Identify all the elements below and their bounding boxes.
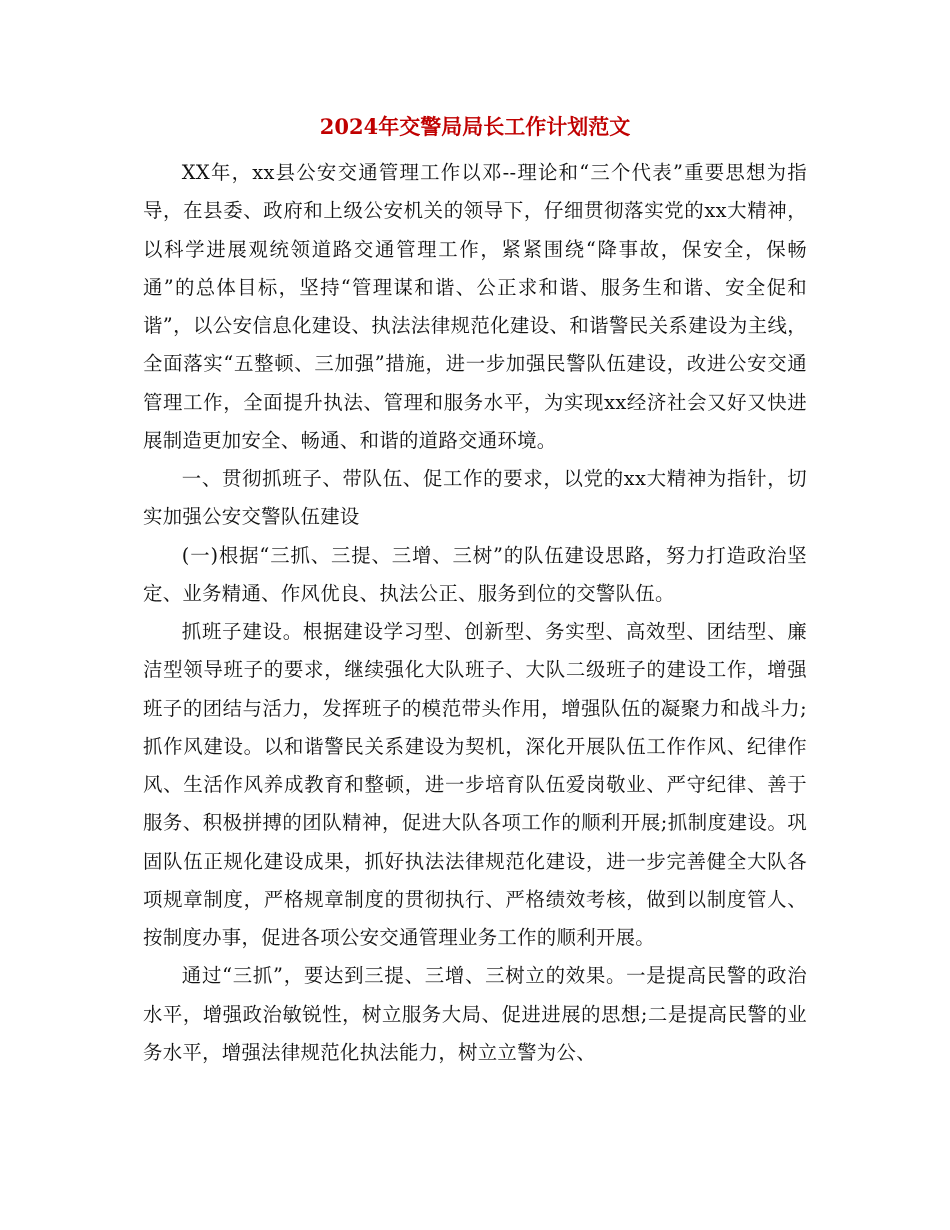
paragraph-team-building: 抓班子建设。根据建设学习型、创新型、务实型、高效型、团结型、廉洁型领导班子的要求，继续强化大队班子、大队二级班子的建设工作，增强班子的团结与活力，发挥班子的模范带头作用，增强队伍的凝聚力和战斗力;抓作风建设。以和谐警民关系建设为契机，深化开展队伍工作作风、纪律作风、生活作风养成教育和整顿，进一步培育队伍爱岗敬业、严守纪律、善于服务、积极拼搏的团队精神，促进大队各项工作的顺利开展;抓制度建设。巩固队伍正规化建设成果，抓好执法法律规范化建设，进一步完善健全大队各项规章制度，严格规章制度的贯彻执行、严格绩效考核，做到以制度管人、按制度办事，促进各项公安交通管理业务工作的顺利开展。 <box>143 620 807 949</box>
paragraph-three-grasps: 通过“三抓”，要达到三提、三增、三树立的效果。一是提高民警的政治水平，增强政治敏锐性，树立服务大局、促进进展的思想;二是提高民警的业务水平，增强法律规范化执法能力，树立立警为公、 <box>143 964 807 1064</box>
paragraph-intro: XX年，xx县公安交通管理工作以邓--理论和“三个代表”重要思想为指导，在县委、政府和上级公安机关的领导下，仔细贯彻落实党的xx大精神，以科学进展观统领道路交通管理工作，紧紧围绕“降事故，保安全，保畅通”的总体目标，坚持“管理谋和谐、公正求和谐、服务生和谐、安全促和谐”，以公安信息化建设、执法法律规范化建设、和谐警民关系建设为主线，全面落实“五整顿、三加强”措施，进一步加强民警队伍建设，改进公安交通管理工作，全面提升执法、管理和服务水平，为实现xx经济社会又好又快进展制造更加安全、畅通、和谐的道路交通环境。 <box>143 161 807 452</box>
document-body <box>143 154 807 1072</box>
paragraph-subsection-1: (一)根据“三抓、三提、三增、三树”的队伍建设思路，努力打造政治坚定、业务精通、作风优良、执法公正、服务到位的交警队伍。 <box>143 543 807 605</box>
document-title: 2024年交警局局长工作计划范文 <box>319 114 631 139</box>
paragraph-section-1-heading: 一、贯彻抓班子、带队伍、促工作的要求，以党的xx大精神为指针，切实加强公安交警队伍建设 <box>143 467 807 529</box>
